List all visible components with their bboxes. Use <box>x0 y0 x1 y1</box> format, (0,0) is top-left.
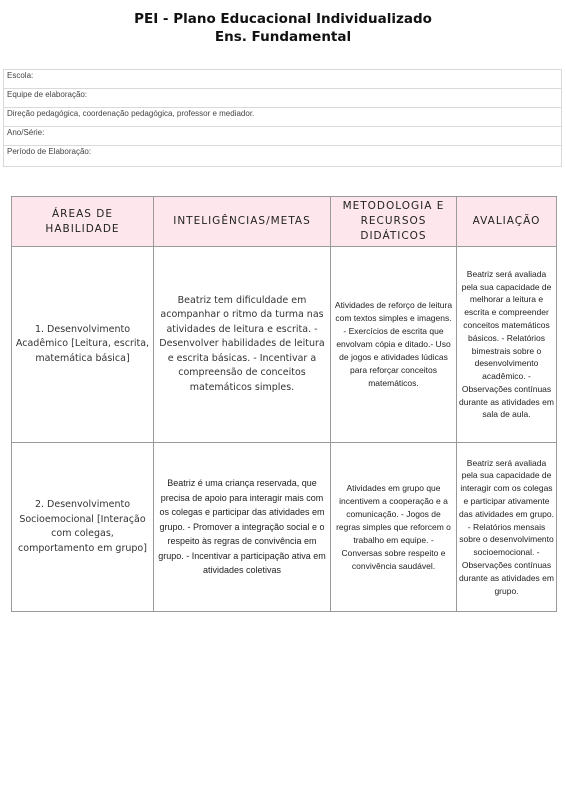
header-metodologia: METODOLOGIA E RECURSOS DIDÁTICOS <box>331 197 457 247</box>
field-equipe-membros[interactable]: Direção pedagógica, coordenação pedagógica, professor e mediador. <box>4 108 562 127</box>
cell-metas: Beatriz tem dificuldade em acompanhar o ritmo da turma nas atividades de leitura e escrita. - Desenvolver habilidades de leitura e escrita básicas. - Incentivar a compreensão de conceitos matemáticos simples. <box>154 247 331 443</box>
table-row <box>12 247 557 443</box>
cell-avaliacao: Beatriz será avaliada pela sua capacidade de melhorar a leitura e escrita e compreender conceitos matemáticos básicos. - Relatórios bimestrais sobre o desenvolvimento acadêmico. - Observações contínuas durante as atividades em sala de aula. <box>457 247 557 443</box>
header-areas-habilidade: ÁREAS DE HABILIDADE <box>12 197 154 247</box>
document-subtitle: Ens. Fundamental <box>214 29 352 45</box>
cell-metodologia: Atividades em grupo que incentivem a cooperação e a comunicação. - Jogos de regras simples que reforcem o trabalho em equipe. - Conversas sobre respeito e convivência saudável. <box>331 443 457 612</box>
field-equipe-elaboracao[interactable]: Equipe de elaboração: <box>4 89 562 108</box>
cell-area: 1. Desenvolvimento Acadêmico [Leitura, escrita, matemática básica] <box>12 247 154 443</box>
cell-avaliacao: Beatriz será avaliada pela sua capacidade de interagir com os colegas e participar ativamente das atividades em grupo. - Relatórios mensais sobre o desenvolvimento socioemocional. - Observações contínuas durante as atividades em grupo. <box>457 443 557 612</box>
cell-metodologia: Atividades de reforço de leitura com textos simples e imagens. - Exercícios de escrita que envolvam cópia e ditado.- Uso de jogos e atividades lúdicas para reforçar conceitos matemáticos. <box>331 247 457 443</box>
cell-area: 2. Desenvolvimento Socioemocional [Interação com colegas, comportamento em grupo] <box>12 443 154 612</box>
field-ano-serie[interactable]: Ano/Série: <box>4 127 562 146</box>
table-header-row <box>12 197 557 247</box>
document-title: PEI - Plano Educacional Individualizado <box>134 11 432 27</box>
header-inteligencias-metas: INTELIGÊNCIAS/METAS <box>154 197 331 247</box>
info-fields-table <box>3 69 562 167</box>
table-row <box>12 443 557 612</box>
field-periodo-elaboracao[interactable]: Período de Elaboração: <box>4 146 562 167</box>
cell-metas: Beatriz é uma criança reservada, que precisa de apoio para interagir mais com os colegas e participar das atividades em grupo. - Promover a integração social e o respeito às regras de convivência em grupo. - Incentivar a participação ativa em atividades coletivas <box>154 443 331 612</box>
header-avaliacao: AVALIAÇÃO <box>457 197 557 247</box>
pei-table <box>11 196 557 612</box>
field-escola[interactable]: Escola: <box>4 70 562 89</box>
